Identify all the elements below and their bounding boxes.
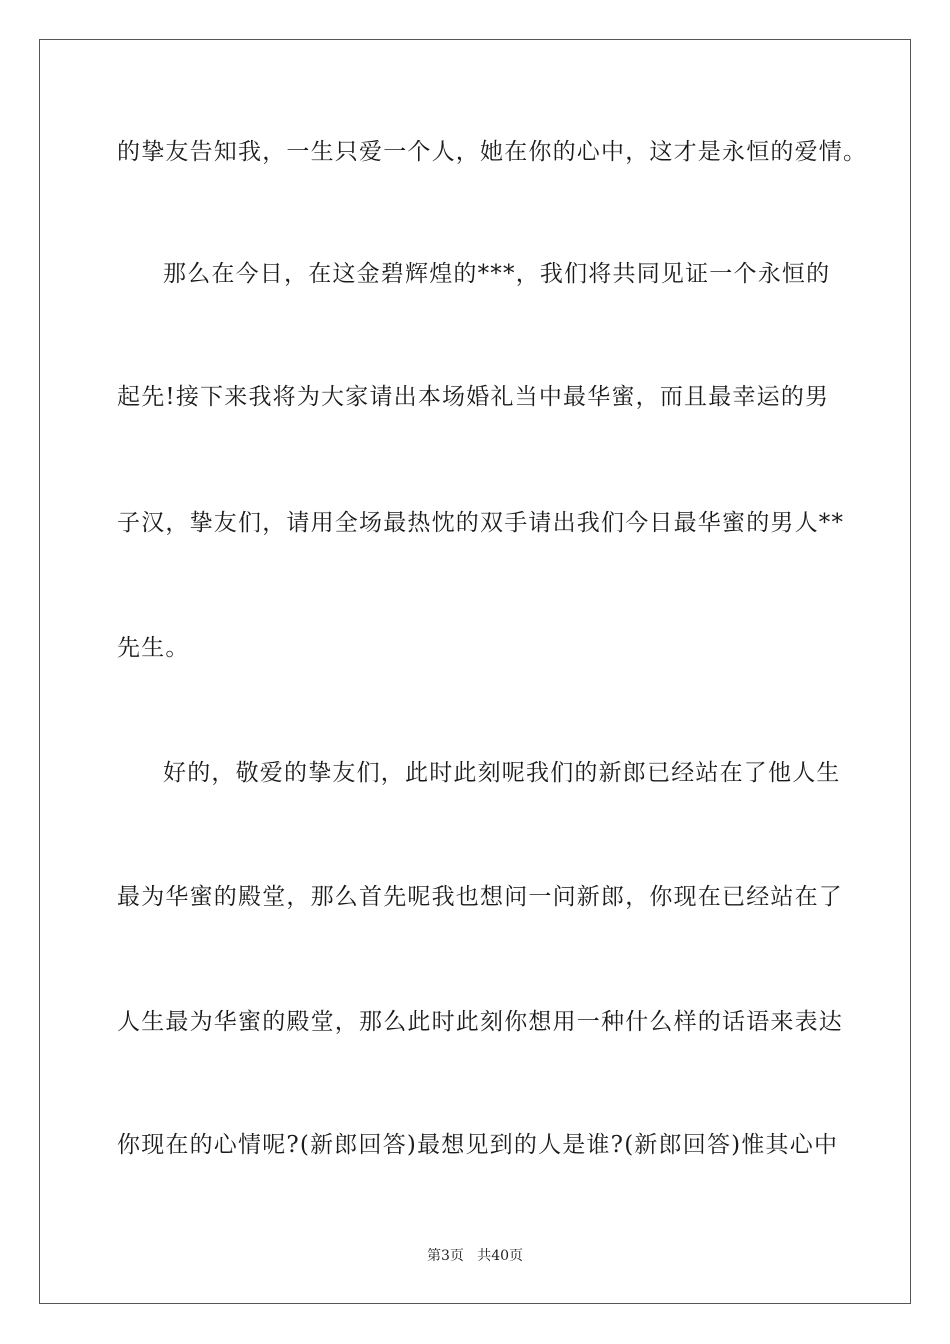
paragraph-line-3: 起先!接下来我将为大家请出本场婚礼当中最华蜜，而且最幸运的男 (117, 384, 830, 410)
paragraph-line-9: 你现在的心情呢?(新郎回答)最想见到的人是谁?(新郎回答)惟其心中 (117, 1132, 839, 1158)
paragraph-line-6: 好的，敬爱的挚友们，此时此刻呢我们的新郎已经站在了他人生 (163, 760, 841, 786)
paragraph-line-4: 子汉，挚友们，请用全场最热忱的双手请出我们今日最华蜜的男人** (117, 510, 845, 536)
paragraph-line-1: 的挚友告知我，一生只爱一个人，她在你的心中，这才是永恒的爱情。 (117, 139, 868, 165)
paragraph-line-2: 那么在今日，在这金碧辉煌的***，我们将共同见证一个永恒的 (163, 261, 831, 287)
paragraph-line-5: 先生。 (117, 635, 190, 661)
page-number-footer: 第3页 共40页 (426, 1248, 524, 1264)
paragraph-line-8: 人生最为华蜜的殿堂，那么此时此刻你想用一种什么样的话语来表达 (117, 1009, 843, 1035)
paragraph-line-7: 最为华蜜的殿堂，那么首先呢我也想问一问新郎，你现在已经站在了 (117, 884, 843, 910)
page-frame (39, 39, 911, 1304)
